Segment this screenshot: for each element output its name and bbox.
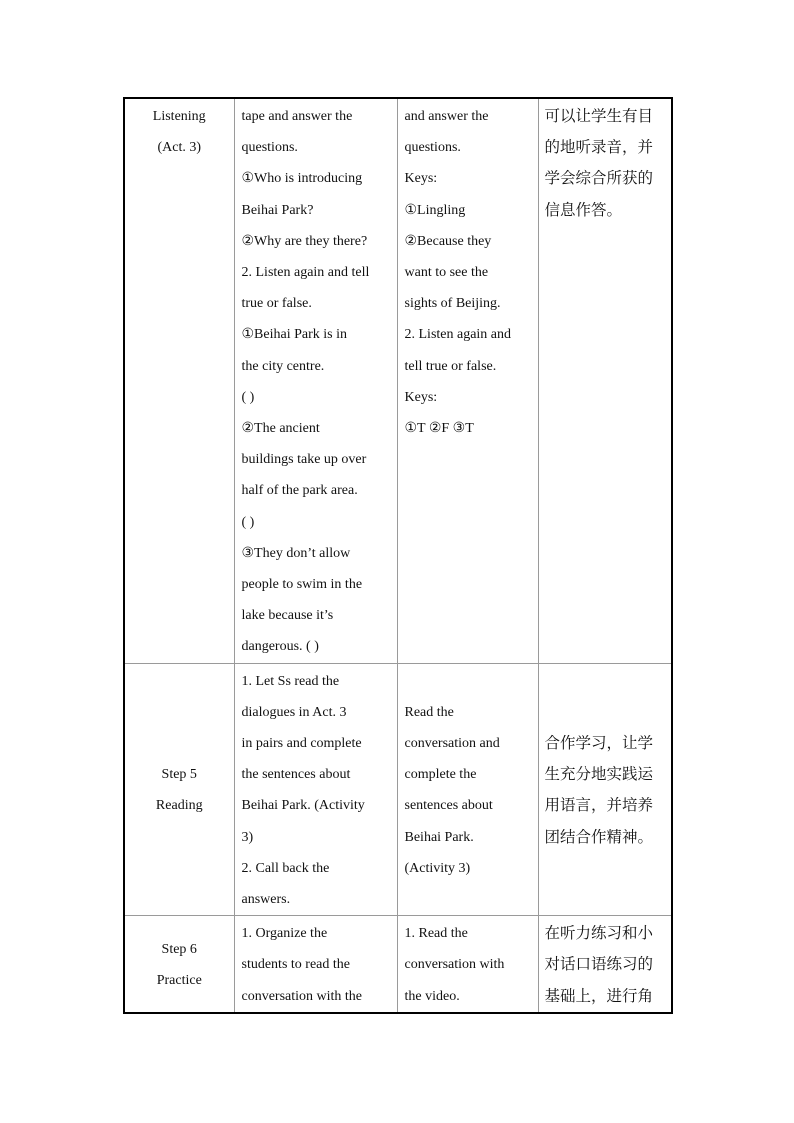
- text-line: sights of Beijing.: [404, 296, 501, 312]
- text-line: 1. Read the: [404, 926, 468, 942]
- text-line: answers.: [241, 892, 291, 908]
- text-line: complete the: [404, 767, 477, 783]
- text-line: lake because it’s: [241, 608, 334, 624]
- text-line: ①Beihai Park is in: [241, 327, 347, 343]
- design-note-cell-practice: [538, 916, 672, 1013]
- design-note-cell-listening: [538, 98, 672, 663]
- text-line: students to read the: [241, 957, 350, 973]
- note-line: 合作学习，让学: [544, 734, 654, 753]
- text-line: the city centre.: [241, 358, 325, 374]
- note-line: 信息作答。: [544, 200, 623, 219]
- text-line: half of the park area.: [241, 483, 358, 499]
- text-line: ①Lingling: [404, 202, 466, 218]
- spacer: [405, 666, 532, 697]
- text-line: questions.: [241, 140, 298, 156]
- text-line: people to swim in the: [241, 577, 363, 593]
- teacher-activity-cell-listening: [234, 98, 397, 663]
- text-line: conversation and: [404, 736, 500, 752]
- text-line: conversation with the: [241, 988, 363, 1004]
- text-line: ②The ancient: [241, 421, 320, 437]
- text-line: ②Because they: [404, 233, 492, 249]
- teacher-activity-cell-practice: [234, 916, 397, 1013]
- design-note-cell-reading: [538, 663, 672, 916]
- text-line: the sentences about: [241, 767, 351, 783]
- table-row-practice: [124, 916, 672, 1013]
- answer-keys-line: ①T ②F ③T: [404, 421, 474, 437]
- step-label: Step 6: [161, 942, 197, 958]
- step-cell-reading: [124, 663, 234, 916]
- text-line: Keys:: [404, 171, 438, 187]
- text-line: ( ): [241, 389, 255, 405]
- text-line: 2. Listen again and: [404, 327, 512, 343]
- teacher-activity-cell-reading: [234, 663, 397, 916]
- step-label: Listening: [152, 109, 206, 124]
- note-line: 在听力练习和小: [544, 924, 654, 943]
- text-line: tell true or false.: [404, 358, 497, 374]
- text-line: dialogues in Act. 3: [241, 704, 347, 720]
- step-sublabel: (Act. 3): [157, 140, 202, 156]
- student-activity-cell-listening: [397, 98, 538, 663]
- table-row-listening: [124, 98, 672, 663]
- text-line: conversation with: [404, 957, 505, 973]
- student-activity-cell-reading: [397, 663, 538, 916]
- text-line: dangerous. ( ): [241, 639, 319, 655]
- text-line: ( ): [241, 514, 255, 530]
- text-line: Keys:: [404, 389, 438, 405]
- text-line: in pairs and complete: [241, 736, 362, 752]
- text-line: 2. Call back the: [241, 860, 330, 876]
- text-line: tape and answer the: [241, 109, 353, 124]
- lesson-plan-table: [123, 97, 673, 1014]
- text-line: the video.: [404, 988, 460, 1004]
- text-line: Beihai Park.: [404, 829, 474, 845]
- note-line: 团结合作精神。: [544, 827, 654, 846]
- step-cell-listening: [124, 98, 234, 663]
- step-label: Step 5: [161, 767, 197, 783]
- table-row-reading: [124, 663, 672, 916]
- text-line: sentences about: [404, 798, 493, 814]
- text-line: (Activity 3): [404, 860, 471, 876]
- text-line: Beihai Park. (Activity: [241, 798, 365, 814]
- note-line: 生充分地实践运: [544, 765, 654, 784]
- note-line: 对话口语练习的: [544, 955, 654, 974]
- text-line: ③They don’t allow: [241, 545, 351, 561]
- text-line: ①Who is introducing: [241, 171, 363, 187]
- text-line: want to see the: [404, 265, 489, 281]
- text-line: Read the: [404, 704, 454, 720]
- text-line: 2. Listen again and tell: [241, 265, 370, 281]
- spacer: [127, 918, 232, 934]
- note-line: 的地听录音，并: [544, 138, 654, 157]
- note-line: 学会综合所获的: [544, 169, 654, 188]
- note-line: 用语言，并培养: [544, 796, 654, 815]
- note-line: 基础上，进行角: [544, 986, 654, 1005]
- text-line: 1. Let Ss read the: [241, 673, 340, 689]
- student-activity-cell-practice: [397, 916, 538, 1013]
- text-line: buildings take up over: [241, 452, 367, 468]
- text-line: Beihai Park?: [241, 202, 314, 218]
- text-line: questions.: [404, 140, 461, 156]
- text-line: 1. Organize the: [241, 926, 328, 942]
- step-sublabel: Practice: [156, 973, 202, 989]
- note-line: 可以让学生有目: [544, 107, 654, 125]
- text-line: and answer the: [404, 109, 489, 124]
- step-sublabel: Reading: [155, 798, 203, 814]
- step-cell-practice: [124, 916, 234, 1013]
- text-line: 3): [241, 829, 254, 845]
- text-line: ②Why are they there?: [241, 233, 368, 249]
- text-line: true or false.: [241, 296, 312, 312]
